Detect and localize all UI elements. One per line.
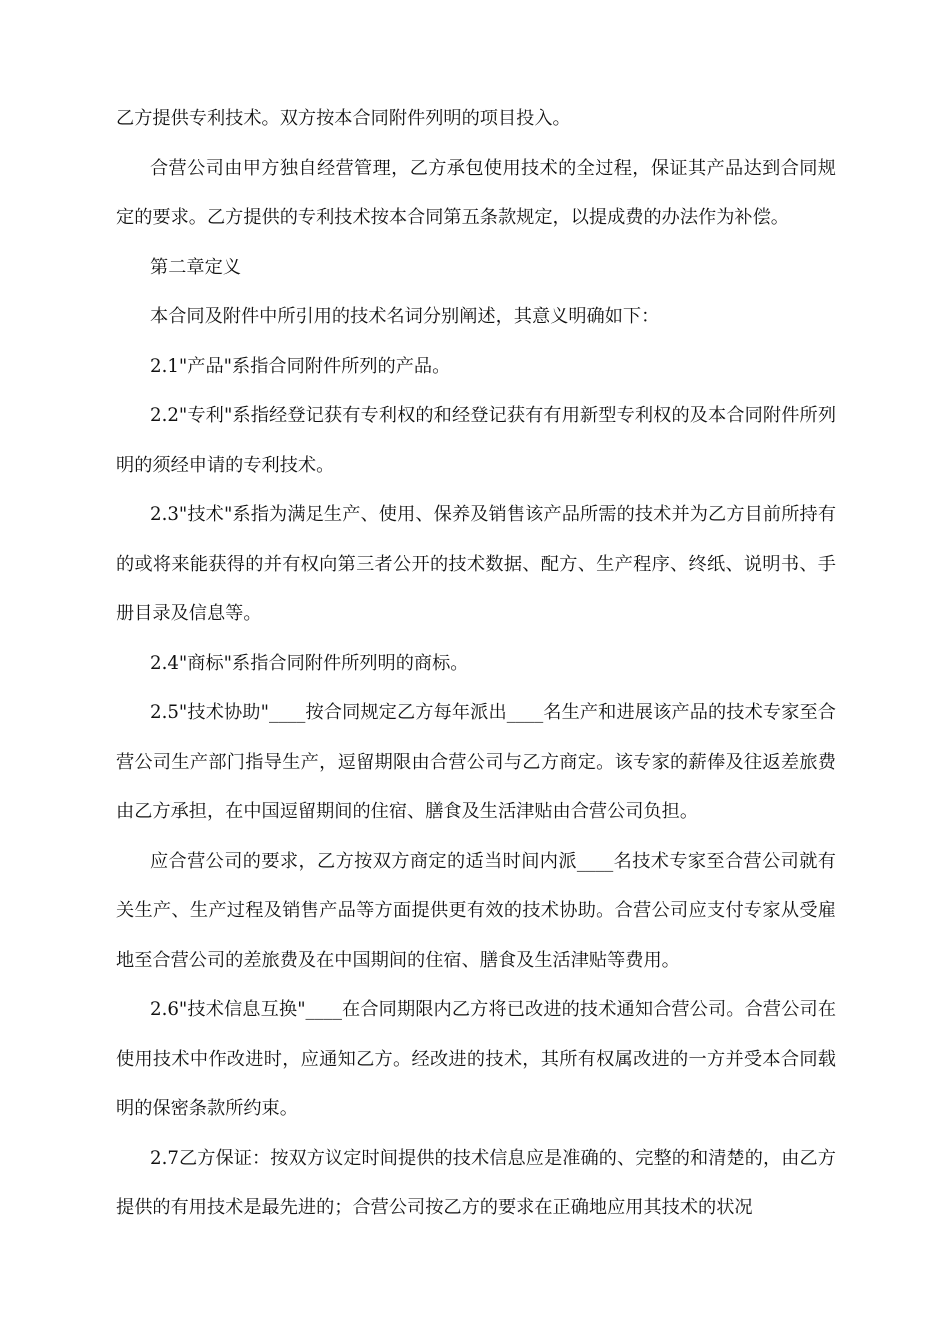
- clause-2-3: 2.3"技术"系指为满足生产、使用、保养及销售该产品所需的技术并为乙方目前所持有的或将来能获得的并有权向第三者公开的技术数据、配方、生产程序、终纸、说明书、手册目录及信息等。: [116, 504, 837, 624]
- clause-2-1: 2.1"产品"系指合同附件所列的产品。: [150, 355, 451, 377]
- chapter-heading: 第二章定义: [150, 256, 241, 278]
- clause-2-7: 2.7乙方保证：按双方议定时间提供的技术信息应是准确的、完整的和清楚的，由乙方提供的有用技术是最先进的；合营公司按乙方的要求在正确地应用其技术的状况: [116, 1147, 836, 1218]
- paragraph-definitions-intro: 本合同及附件中所引用的技术名词分别阐述，其意义明确如下：: [150, 306, 660, 327]
- paragraph-technical-assistance: 应合营公司的要求，乙方按双方商定的适当时间内派____名技术专家至合营公司就有关生产、生产过程及销售产品等方面提供更有效的技术协助。合营公司应支付专家从受雇地至合营公司的差旅费及在中国期间的住宿、膳食及生活津贴等费用。: [116, 850, 836, 971]
- clause-2-4: 2.4"商标"系指合同附件所列明的商标。: [150, 652, 469, 674]
- paragraph-management: 合营公司由甲方独自经营管理，乙方承包使用技术的全过程，保证其产品达到合同规定的要求。乙方提供的专利技术按本合同第五条款规定，以提成费的办法作为补偿。: [116, 157, 836, 228]
- document-body: [116, 94, 836, 1233]
- paragraph-investment: 乙方提供专利技术。双方按本合同附件列明的项目投入。: [116, 108, 571, 129]
- clause-2-6: 2.6"技术信息互换"____在合同期限内乙方将已改进的技术通知合营公司。合营公司在使用技术中作改进时，应通知乙方。经改进的技术，其所有权属改进的一方并受本合同载明的保密条款所约束。: [116, 999, 836, 1119]
- clause-2-5: 2.5"技术协助"____按合同规定乙方每年派出____名生产和进展该产品的技术专家至合营公司生产部门指导生产，逗留期限由合营公司与乙方商定。该专家的薪俸及往返差旅费由乙方承担，在中国逗留期间的住宿、膳食及生活津贴由合营公司负担。: [116, 702, 836, 822]
- clause-2-2: 2.2"专利"系指经登记获有专利权的和经登记获有有用新型专利权的及本合同附件所列明的须经申请的专利技术。: [116, 405, 837, 476]
